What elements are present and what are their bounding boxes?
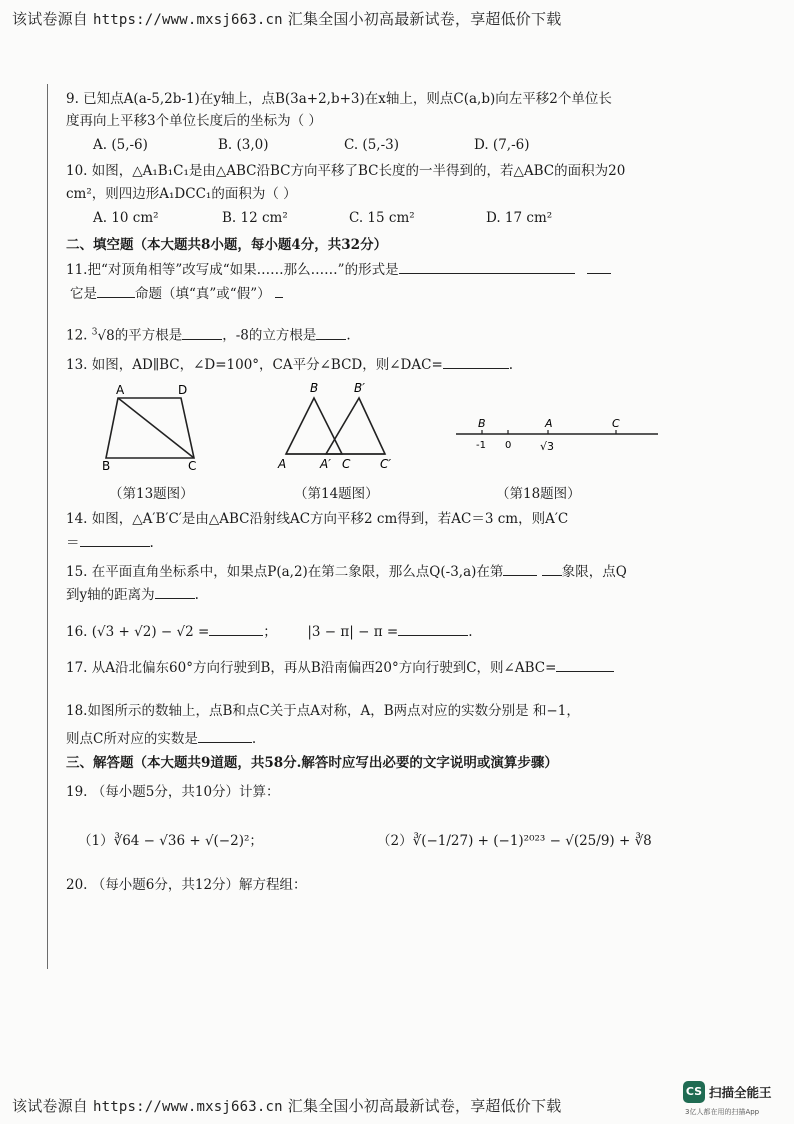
question-18-line2: 则点C所对应的实数是 . bbox=[66, 728, 256, 750]
section-2-heading: 二、填空题（本大题共8小题，每小题4分，共32分） bbox=[66, 237, 388, 253]
fig14-label-c: C bbox=[342, 457, 351, 470]
source-banner-top bbox=[12, 8, 561, 29]
q9-option-d: D. (7,-6) bbox=[474, 137, 530, 153]
question-19-part-1: （1）∛64 − √36 + √(−2)²； bbox=[78, 833, 263, 849]
question-13: 13. 如图，AD∥BC，∠D=100°，CA平分∠BCD，则∠DAC= . bbox=[66, 354, 513, 376]
question-15-line1 bbox=[66, 561, 627, 583]
banner-suffix: 汇集全国小初高最新试卷，享超低价下载 bbox=[287, 10, 562, 28]
question-18-line1: 18.如图所示的数轴上，点B和点C关于点A对称，A，B两点对应的实数分别是 和−1， bbox=[66, 703, 580, 719]
fig18-tick-0: 0 bbox=[505, 440, 512, 451]
q18-text: 则点C所对应的实数是 bbox=[66, 731, 198, 747]
question-10-line2: cm²，则四边形A₁DCC₁的面积为（ ） bbox=[66, 186, 297, 202]
q10-option-b: B. 12 cm² bbox=[222, 210, 288, 226]
figure-18-caption: （第18题图） bbox=[496, 486, 581, 502]
q12-text-a: 的平方根是 bbox=[114, 327, 183, 344]
figure-18-number-line bbox=[452, 414, 662, 458]
fig18-tick-sqrt3: √3 bbox=[540, 440, 555, 453]
fig14-label-a: A bbox=[278, 457, 287, 470]
q16-blank-2[interactable] bbox=[398, 621, 468, 636]
q10-option-d: D. 17 cm² bbox=[486, 210, 553, 226]
q11-text-b: 命题（填“真”或“假”） bbox=[135, 286, 271, 302]
fig14-label-b: B bbox=[310, 381, 319, 395]
q18-blank[interactable] bbox=[198, 728, 252, 743]
cube-root-8: $^3$√8 bbox=[91, 327, 115, 344]
fig13-label-b: B bbox=[102, 459, 111, 470]
camscanner-logo bbox=[683, 1081, 793, 1121]
question-10-line1: 10. 如图，△A₁B₁C₁是由△ABC沿BC方向平移了BC长度的一半得到的，若△ABC的面积为20 bbox=[66, 163, 626, 179]
banner-prefix-bottom: 该试卷源自 bbox=[12, 1097, 89, 1115]
fig14-label-c-prime: C′ bbox=[380, 457, 392, 470]
logo-name: 扫描全能王 bbox=[709, 1085, 772, 1100]
fig18-tick-neg1: -1 bbox=[476, 440, 486, 451]
question-9-line2: 度再向上平移3个单位长度后的坐标为（ ） bbox=[66, 113, 322, 129]
question-11-line1 bbox=[66, 259, 611, 281]
question-19-part-2 bbox=[377, 830, 652, 852]
q15-text-a: 15. 在平面直角坐标系中，如果点P(a,2)在第二象限，那么点Q(-3,a)在第 bbox=[66, 564, 504, 580]
banner-url-bottom[interactable]: https://www.mxsj663.cn bbox=[92, 1099, 283, 1115]
q14-blank[interactable] bbox=[80, 532, 150, 547]
q11-blank-3[interactable] bbox=[97, 283, 135, 298]
q16-blank-1[interactable] bbox=[209, 621, 263, 636]
question-14-line2: ＝ . bbox=[66, 532, 154, 554]
question-15-line2: 到y轴的距离为 . bbox=[66, 584, 199, 606]
q16-expr-2: |3 − π| − π = bbox=[307, 624, 399, 640]
banner-suffix-bottom: 汇集全国小初高最新试卷，享超低价下载 bbox=[287, 1097, 562, 1115]
figure-13-caption: （第13题图） bbox=[109, 486, 194, 502]
q11-blank-1[interactable] bbox=[399, 259, 575, 274]
question-16: 16. (√3 + √2) − √2 = ； |3 − π| − π = . bbox=[66, 621, 473, 643]
source-banner-bottom bbox=[12, 1095, 561, 1116]
q11-text: 11.把“对顶角相等”改写成“如果……那么……”的形式是 bbox=[66, 262, 399, 278]
fig14-label-a-prime: A′ bbox=[320, 457, 331, 470]
q11-blank-4[interactable] bbox=[275, 283, 283, 298]
q11-text-a: 它是 bbox=[70, 286, 97, 302]
q10-option-c: C. 15 cm² bbox=[349, 210, 415, 226]
question-9-line1: 9. 已知点A(a-5,2b-1)在y轴上，点B(3a+2,b+3)在x轴上，则点C(a,b)向左平移2个单位长 bbox=[66, 91, 612, 107]
q9-option-a: A. (5,-6) bbox=[93, 137, 148, 153]
q16-expr-1: (√3 + √2) − √2 = bbox=[91, 624, 210, 640]
logo-tagline: 3亿人都在用的扫描App bbox=[685, 1108, 760, 1116]
q13-text: 13. 如图，AD∥BC，∠D=100°，CA平分∠BCD，则∠DAC= bbox=[66, 357, 443, 373]
binding-margin-line bbox=[47, 84, 48, 969]
figure-13 bbox=[98, 378, 208, 470]
q11-blank-2[interactable] bbox=[587, 259, 611, 274]
q9-option-b: B. (3,0) bbox=[218, 137, 269, 153]
fig18-label-b: B bbox=[478, 417, 486, 430]
q16-label: 16. bbox=[66, 624, 88, 640]
section-3-heading: 三、解答题（本大题共9道题，共58分.解答时应写出必要的文字说明或演算步骤） bbox=[66, 755, 558, 771]
q15-blank-1[interactable] bbox=[503, 561, 537, 576]
fig18-label-a: A bbox=[545, 417, 553, 430]
fig14-triangle-a-prime bbox=[326, 398, 385, 454]
cs-logo-icon: CS bbox=[683, 1081, 705, 1103]
q13-blank[interactable] bbox=[443, 354, 509, 369]
question-17 bbox=[66, 657, 614, 679]
q9-option-c: C. (5,-3) bbox=[344, 137, 399, 153]
question-14-line1: 14. 如图，△A′B′C′是由△ABC沿射线AC方向平移2 cm得到，若AC＝3 cm，则A′C bbox=[66, 511, 569, 527]
q10-option-a: A. 10 cm² bbox=[93, 210, 159, 226]
q15-blank-2[interactable] bbox=[155, 584, 195, 599]
q17-text: 17. 从A沿北偏东60°方向行驶到B，再从B沿南偏西20°方向行驶到C，则∠ABC= bbox=[66, 660, 557, 676]
q14-equals: ＝ bbox=[66, 535, 80, 551]
banner-url[interactable]: https://www.mxsj663.cn bbox=[92, 12, 283, 28]
figure-14-caption: （第14题图） bbox=[294, 486, 379, 502]
question-11-line2 bbox=[66, 283, 283, 305]
fig14-triangle-abc bbox=[286, 398, 342, 454]
question-12: 12. $^3$√8的平方根是 ，-8的立方根是 . bbox=[66, 321, 351, 347]
q12-text-b: ，-8的立方根是 bbox=[222, 327, 317, 344]
q17-blank[interactable] bbox=[556, 657, 614, 672]
q15-text-c: 到y轴的距离为 bbox=[66, 587, 155, 603]
q12-blank-1[interactable] bbox=[182, 325, 222, 340]
fig14-label-b-prime: B′ bbox=[354, 381, 365, 395]
question-19-heading: 19. （每小题5分，共10分）计算： bbox=[66, 784, 280, 800]
q19-part2-expr: ∛(−1/27) + (−1)²⁰²³ − √(25/9) + ∛8 bbox=[412, 833, 652, 849]
q15-blank-1b[interactable] bbox=[542, 561, 562, 576]
fig13-label-d: D bbox=[178, 383, 188, 397]
question-20-heading: 20. （每小题6分，共12分）解方程组： bbox=[66, 877, 307, 893]
q12-blank-2[interactable] bbox=[316, 325, 346, 340]
q19-part2-label: （2） bbox=[377, 833, 413, 849]
fig13-label-a: A bbox=[116, 383, 125, 397]
figure-14 bbox=[274, 378, 404, 470]
fig13-label-c: C bbox=[188, 459, 197, 470]
fig13-trapezoid bbox=[106, 398, 194, 458]
q15-text-b: 象限，点Q bbox=[561, 564, 627, 580]
banner-prefix: 该试卷源自 bbox=[12, 10, 89, 28]
fig18-label-c: C bbox=[612, 417, 620, 430]
